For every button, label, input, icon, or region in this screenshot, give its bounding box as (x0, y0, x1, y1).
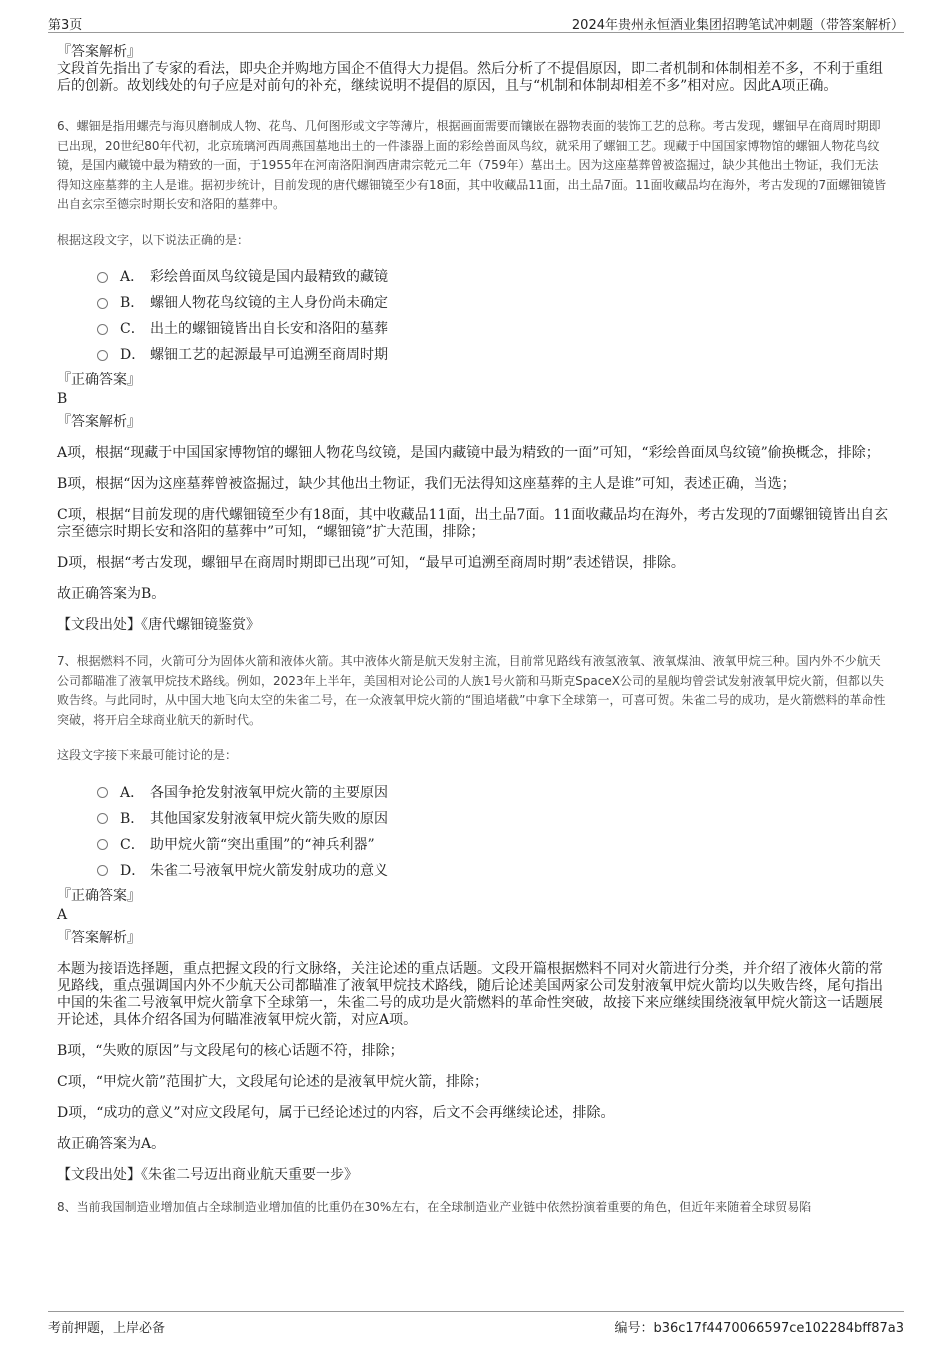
explanation-summary: 本题为接语选择题，重点把握文段的行文脉络，关注论述的重点话题。文段开篇根据燃料不同对火箭进行分类，并介绍了液体火箭的常见路线，重点强调国内外不少航天公司都瞄准了液氧甲烷技术路线，随后论述美国两家公司发射液氧甲烷火箭均以失败告终，尾句指出中国的朱雀二号液氧甲烷火箭拿下全球第一，朱雀二号的成功是火箭燃料的革命性突破，故接下来应继续围绕液氧甲烷火箭这一话题展开论述，具体介绍各国为何瞄准液氧甲烷火箭，对应A项。 (57, 960, 883, 1028)
question-6-option-c[interactable] (97, 316, 889, 342)
question-7-option-b[interactable] (97, 806, 889, 832)
question-6-option-b[interactable] (97, 290, 889, 316)
question-6 (57, 117, 889, 634)
answer-analysis-tag: 『答案解析』 (57, 414, 141, 430)
radio-icon[interactable] (97, 350, 108, 361)
question-6-prompt: 根据这段文字，以下说法正确的是： (57, 232, 250, 247)
question-7-option-c[interactable] (97, 832, 889, 858)
option-letter: C． (120, 321, 145, 337)
question-6-stem: 6、螺钿是指用螺壳与海贝磨制成人物、花鸟、几何图形或文字等薄片，根据画面需要而镶嵌在器物表面的装饰工艺的总称。考古发现，螺钿早在商周时期即已出现，20世纪80年代初，北京琉璃河西周燕国墓地出土的一件漆器上面的彩绘兽面凤鸟纹，就采用了螺钿工艺。现藏于中国国家博物馆的螺钿人物花鸟纹镜，是国内藏镜中最为精致的一面，于1955年在河南洛阳涧西唐肃宗乾元二年（759年）墓出土。因为这座墓葬曾被盗掘过，缺少其他出土物证，我们无法得知这座墓葬的主人是谁。据初步统计，目前发现的唐代螺钿镜至少有18面，其中收藏品11面，出土品7面。11面收藏品均在海外，考古发现的7面螺钿镜皆出自玄宗至德宗时期长安和洛阳的墓葬中。 (57, 119, 887, 211)
explanation-d: D项，“成功的意义”对应文段尾句，属于已经论述过的内容，后文不会再继续论述，排除。 (57, 1104, 615, 1121)
answer-analysis-text: 文段首先指出了专家的看法，即央企并购地方国企不值得大力提倡。然后分析了不提倡原因，即二者机制和体制相差不多，不利于重组后的创新。故划线处的句子应是对前句的补充，继续说明不提倡的原因，且与“机制和体制却相差不多”相对应。因此A项正确。 (57, 61, 883, 94)
option-letter: B． (120, 295, 145, 311)
option-text: 螺钿工艺的起源最早可追溯至商周时期 (150, 347, 388, 363)
correct-answer-tag: 『正确答案』 (57, 372, 141, 388)
explanation-b: B项，根据“因为这座墓葬曾被盗掘过，缺少其他出土物证，我们无法得知这座墓葬的主人是谁”可知，表述正确，当选； (57, 476, 796, 492)
option-letter: A． (120, 784, 145, 801)
question-7 (57, 652, 889, 1184)
page-content (57, 44, 889, 1217)
radio-icon[interactable] (97, 324, 108, 335)
explanation-conclusion: 故正确答案为A。 (57, 1135, 166, 1152)
option-letter: D． (120, 862, 146, 879)
passage-source: 【文段出处】《唐代螺钿镜鉴赏》 (57, 617, 260, 633)
document-title: 2024年贵州永恒酒业集团招聘笔试冲刺题（带答案解析） (571, 18, 904, 33)
option-text: 出土的螺钿镜皆出自长安和洛阳的墓葬 (150, 321, 388, 337)
explanation-conclusion: 故正确答案为B。 (57, 586, 166, 602)
correct-answer: B (57, 391, 68, 407)
explanation-a: A项，根据“现藏于中国国家博物馆的螺钿人物花鸟纹镜，是国内藏镜中最为精致的一面”可知，“彩绘兽面凤鸟纹镜”偷换概念，排除； (57, 445, 880, 461)
correct-answer: A (57, 906, 68, 923)
question-7-prompt: 这段文字接下来最可能讨论的是： (57, 748, 238, 762)
radio-icon[interactable] (97, 839, 108, 850)
radio-icon[interactable] (97, 787, 108, 798)
question-8-stem: 8、当前我国制造业增加值占全球制造业增加值的比重仍在30%左右，在全球制造业产业链中依然扮演着重要的角色，但近年来随着全球贸易陷 (57, 1199, 812, 1214)
serial-label: 编号： (614, 1321, 654, 1336)
question-7-option-a[interactable] (97, 780, 889, 806)
option-text: 其他国家发射液氧甲烷火箭失败的原因 (150, 810, 388, 827)
question-6-option-d[interactable] (97, 342, 889, 368)
option-text: 彩绘兽面凤鸟纹镜是国内最精致的藏镜 (150, 269, 388, 285)
radio-icon[interactable] (97, 272, 108, 283)
option-text: 朱雀二号液氧甲烷火箭发射成功的意义 (150, 862, 388, 879)
correct-answer-tag: 『正确答案』 (57, 887, 141, 904)
option-letter: D． (120, 347, 146, 363)
option-text: 各国争抢发射液氧甲烷火箭的主要原因 (150, 784, 388, 801)
passage-source: 【文段出处】《朱雀二号迈出商业航天重要一步》 (57, 1166, 358, 1183)
question-7-options (97, 780, 889, 884)
serial-number: b36c17f4470066597ce102284bff87a3 (653, 1321, 904, 1336)
page-header (48, 12, 904, 33)
question-7-stem: 7、根据燃料不同，火箭可分为固体火箭和液体火箭。其中液体火箭是航天发射主流，目前常见路线有液氢液氧、液氧煤油、液氧甲烷三种。国内外不少航天公司都瞄准了液氧甲烷技术路线。例如，2023年上半年，美国相对论公司的人族1号火箭和马斯克SpaceX公司的星舰均曾尝试发射液氧甲烷火箭，但都以失败告终。与此同时，从中国大地飞向太空的朱雀二号，在一众液氧甲烷火箭的“围追堵截”中拿下全球第一，可喜可贺。朱雀二号的成功，是火箭燃料的革命性突破，将开启全球商业航天的新时代。 (57, 654, 886, 727)
radio-icon[interactable] (97, 865, 108, 876)
question-6-option-a[interactable] (97, 264, 889, 290)
explanation-c: C项，“甲烷火箭”范围扩大，文段尾句论述的是液氧甲烷火箭，排除； (57, 1073, 489, 1090)
answer-analysis-tag: 『答案解析』 (57, 929, 141, 946)
document-serial (614, 1317, 904, 1336)
explanation-c: C项，根据“目前发现的唐代螺钿镜至少有18面，其中收藏品11面，出土品7面。11面收藏品均在海外，考古发现的7面螺钿镜皆出自玄宗至德宗时期长安和洛阳的墓葬中”可知，“螺钿镜”扩大范围，排除； (57, 507, 889, 540)
option-text: 助甲烷火箭“突出重围”的“神兵利器” (150, 836, 375, 853)
page-number: 第3页 (48, 18, 83, 33)
radio-icon[interactable] (97, 813, 108, 824)
question-7-option-d[interactable] (97, 858, 889, 884)
footer-slogan: 考前押题，上岸必备 (48, 1321, 166, 1336)
option-letter: C． (120, 836, 145, 853)
question-6-options (97, 264, 889, 368)
explanation-b: B项，“失败的原因”与文段尾句的核心话题不符，排除； (57, 1042, 404, 1059)
explanation-d: D项，根据“考古发现，螺钿早在商周时期即已出现”可知，“最早可追溯至商周时期”表述错误，排除。 (57, 555, 685, 571)
option-text: 螺钿人物花鸟纹镜的主人身份尚未确定 (150, 295, 388, 311)
radio-icon[interactable] (97, 298, 108, 309)
page-footer (48, 1311, 904, 1336)
answer-analysis-tag: 『答案解析』 (57, 44, 141, 60)
option-letter: A． (120, 269, 145, 285)
option-letter: B． (120, 810, 145, 827)
